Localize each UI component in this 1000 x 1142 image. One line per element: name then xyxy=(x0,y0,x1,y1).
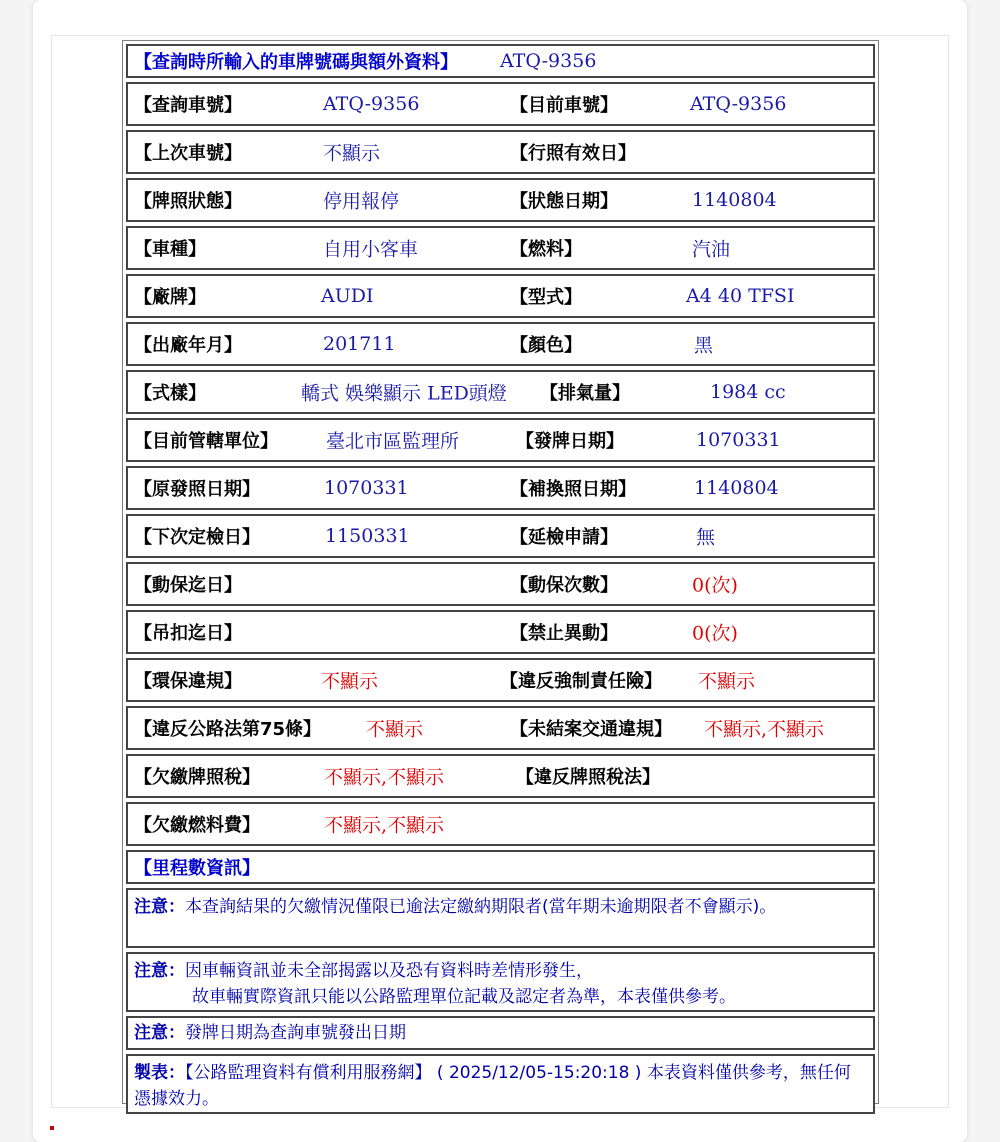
label-plate-issue-date: 【發牌日期】 xyxy=(516,431,624,452)
value-unpaid-fuel-fee: 不顯示,不顯示 xyxy=(324,814,445,837)
value-query-plate: ATQ-9356 xyxy=(323,93,420,115)
note-data-disclaimer xyxy=(126,952,875,1012)
note-1-text: 本查詢結果的欠繳情況僅限已逾法定繳納期限者(當年期未逾期限者不會顯示)。 xyxy=(185,897,777,917)
label-previous-plate: 【上次車號】 xyxy=(134,143,242,164)
value-compulsory-insurance: 不顯示 xyxy=(698,670,756,693)
label-license-valid-date: 【行照有效日】 xyxy=(510,143,636,164)
label-brand: 【廠牌】 xyxy=(134,287,206,308)
query-header-plate: ATQ-9356 xyxy=(500,50,597,72)
value-highway-act-75: 不顯示 xyxy=(366,718,424,741)
note-4-label: 製表： xyxy=(134,1063,185,1083)
row-suspension-expiry xyxy=(126,610,875,654)
value-plate-issue-date: 1070331 xyxy=(696,429,781,451)
label-transfer-prohibition: 【禁止異動】 xyxy=(510,623,618,644)
row-previous-plate xyxy=(126,130,875,174)
row-query-plate xyxy=(126,82,875,126)
row-highway-act-75 xyxy=(126,706,875,750)
value-model: A4 40 TFSI xyxy=(686,285,795,307)
value-manufacture-date: 201711 xyxy=(323,333,396,355)
row-body-style xyxy=(126,370,875,414)
row-plate-status xyxy=(126,178,875,222)
label-unpaid-fuel-fee: 【欠繳燃料費】 xyxy=(134,815,260,836)
value-brand: AUDI xyxy=(321,285,374,307)
row-original-issue-date xyxy=(126,466,875,510)
label-query-plate: 【查詢車號】 xyxy=(134,95,242,116)
value-status-date: 1140804 xyxy=(692,189,777,211)
row-unpaid-license-tax xyxy=(126,754,875,798)
label-current-plate: 【目前車號】 xyxy=(510,95,618,116)
label-lien-count: 【動保次數】 xyxy=(510,575,618,596)
value-displacement: 1984 cc xyxy=(710,381,786,403)
note-2-line1: 因車輛資訊並未全部揭露以及恐有資料時差情形發生， xyxy=(185,961,593,981)
row-next-inspection xyxy=(126,514,875,558)
value-vehicle-type: 自用小客車 xyxy=(323,238,419,261)
label-compulsory-insurance: 【違反強制責任險】 xyxy=(500,671,662,692)
label-unresolved-traffic-violation: 【未結案交通違規】 xyxy=(510,719,672,740)
row-unpaid-fuel-fee xyxy=(126,802,875,846)
row-jurisdiction xyxy=(126,418,875,462)
row-vehicle-type xyxy=(126,226,875,270)
label-original-issue-date: 【原發照日期】 xyxy=(134,479,260,500)
row-lien-expiry xyxy=(126,562,875,606)
label-environmental-violation: 【環保違規】 xyxy=(134,671,242,692)
label-next-inspection: 【下次定檢日】 xyxy=(134,527,260,548)
value-body-style: 轎式 娛樂顯示 LED頭燈 xyxy=(301,382,507,405)
value-previous-plate: 不顯示 xyxy=(323,142,381,165)
value-unpaid-license-tax: 不顯示,不顯示 xyxy=(324,766,445,789)
note-2-label: 注意： xyxy=(134,961,185,981)
value-next-inspection: 1150331 xyxy=(325,525,410,547)
label-displacement: 【排氣量】 xyxy=(540,383,630,404)
label-license-tax-violation: 【違反牌照稅法】 xyxy=(516,767,660,788)
note-issue-date xyxy=(126,1016,875,1050)
row-manufacture-date xyxy=(126,322,875,366)
label-plate-status: 【牌照狀態】 xyxy=(134,191,242,212)
note-3-text: 發牌日期為查詢車號發出日期 xyxy=(185,1023,406,1043)
query-header-label: 【查詢時所輸入的車牌號碼與額外資料】 xyxy=(134,52,458,73)
label-model: 【型式】 xyxy=(510,287,582,308)
value-lien-count: 0(次) xyxy=(692,574,738,597)
value-plate-status: 停用報停 xyxy=(323,190,400,213)
red-dot-marker xyxy=(50,1126,54,1130)
value-color: 黑 xyxy=(694,334,714,357)
value-reissue-date: 1140804 xyxy=(694,477,779,499)
label-lien-expiry: 【動保迄日】 xyxy=(134,575,242,596)
value-current-plate: ATQ-9356 xyxy=(690,93,787,115)
label-inspection-extension: 【延檢申請】 xyxy=(510,527,618,548)
note-4-text: 【公路監理資料有償利用服務網】 ( 2025/12/05-15:20:18 ) 本表資料僅供參考，無任何憑據效力。 xyxy=(134,1063,851,1109)
label-body-style: 【式樣】 xyxy=(134,383,206,404)
value-fuel: 汽油 xyxy=(692,238,731,261)
value-jurisdiction: 臺北市區監理所 xyxy=(326,430,460,453)
label-mileage-info: 【里程數資訊】 xyxy=(134,858,260,879)
value-original-issue-date: 1070331 xyxy=(324,477,409,499)
label-status-date: 【狀態日期】 xyxy=(510,191,618,212)
label-suspension-expiry: 【吊扣迄日】 xyxy=(134,623,242,644)
query-header-row xyxy=(126,44,875,78)
label-color: 【顏色】 xyxy=(510,335,582,356)
value-unresolved-traffic-violation: 不顯示,不顯示 xyxy=(704,718,825,741)
vehicle-info-table xyxy=(122,40,879,1109)
label-fuel: 【燃料】 xyxy=(510,239,582,260)
label-highway-act-75: 【違反公路法第75條】 xyxy=(134,719,322,740)
note-2-line2: 故車輛實際資訊只能以公路監理單位記載及認定者為準，本表僅供參考。 xyxy=(192,987,736,1007)
value-environmental-violation: 不顯示 xyxy=(321,670,379,693)
label-manufacture-date: 【出廠年月】 xyxy=(134,335,242,356)
note-1-label: 注意： xyxy=(134,897,185,917)
value-inspection-extension: 無 xyxy=(696,526,716,549)
note-generated-by xyxy=(126,1054,875,1114)
label-jurisdiction: 【目前管轄單位】 xyxy=(134,431,278,452)
row-mileage-info xyxy=(126,850,875,884)
note-3-label: 注意： xyxy=(134,1023,185,1043)
row-brand xyxy=(126,274,875,318)
note-unpaid-scope xyxy=(126,888,875,948)
row-environmental-violation xyxy=(126,658,875,702)
label-unpaid-license-tax: 【欠繳牌照稅】 xyxy=(134,767,260,788)
label-vehicle-type: 【車種】 xyxy=(134,239,206,260)
label-reissue-date: 【補換照日期】 xyxy=(510,479,636,500)
value-transfer-prohibition: 0(次) xyxy=(692,622,738,645)
